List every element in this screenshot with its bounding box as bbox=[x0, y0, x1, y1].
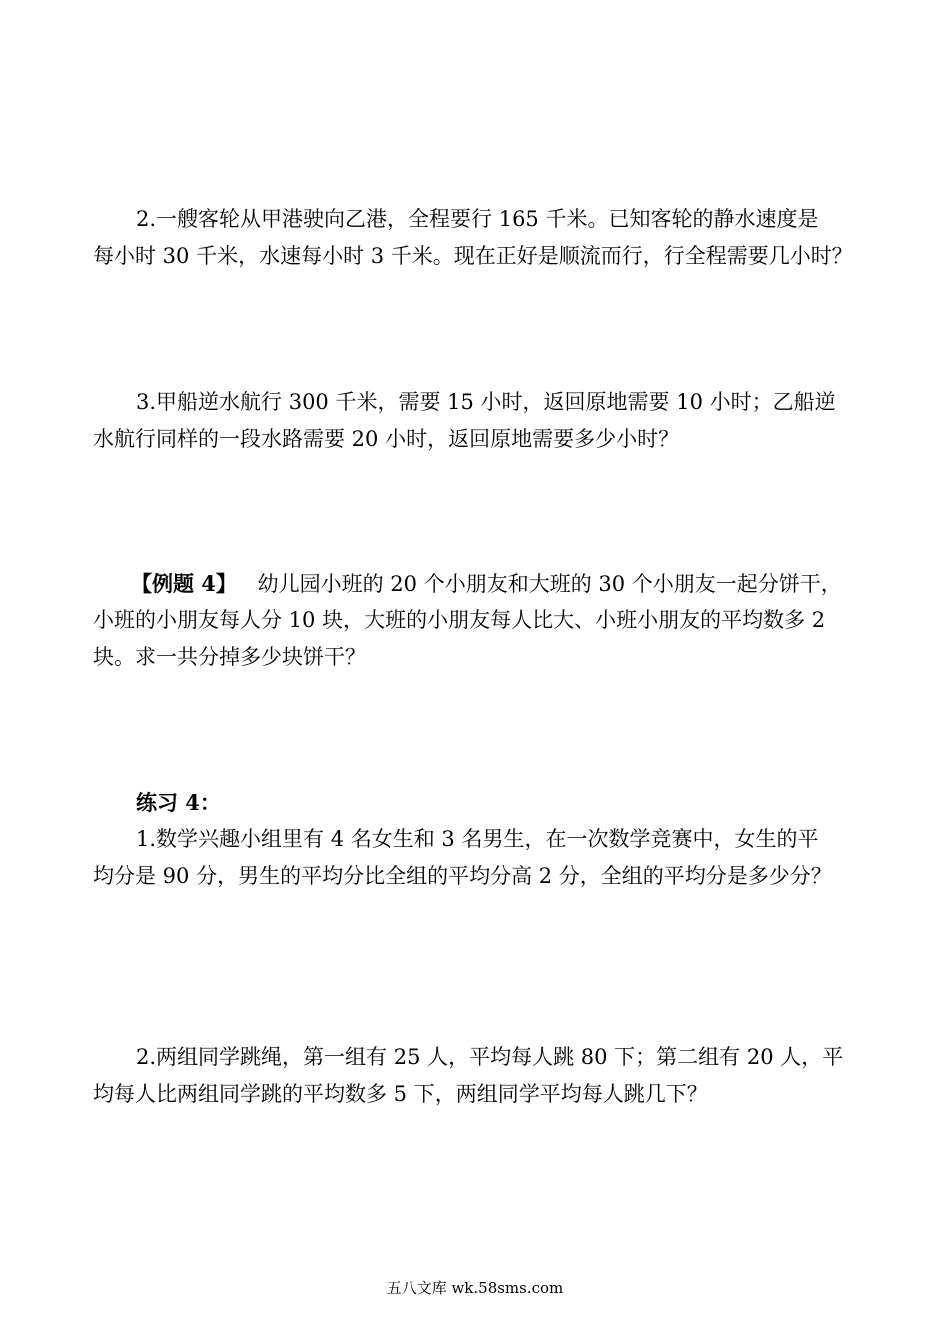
page-footer: 五八文库 wk.58sms.com bbox=[386, 1279, 564, 1297]
practice-4-q2-line-1: 2.两组同学跳绳，第一组有 25 人，平均每人跳 80 下；第二组有 20 人，平 bbox=[136, 1045, 844, 1069]
practice-4-q2-line-2: 均每人比两组同学跳的平均数多 5 下，两组同学平均每人跳几下？ bbox=[93, 1082, 708, 1106]
practice-4-q1-line-2: 均分是 90 分，男生的平均分比全组的平均分高 2 分，全组的平均分是多少分？ bbox=[93, 864, 832, 888]
example-4-label: 【例题 4】 bbox=[131, 571, 237, 596]
practice-4-q1-line-1: 1.数学兴趣小组里有 4 名女生和 3 名男生，在一次数学竞赛中，女生的平 bbox=[136, 827, 819, 851]
problem-3-line-1: 3.甲船逆水航行 300 千米，需要 15 小时，返回原地需要 10 小时；乙船逆 bbox=[136, 390, 836, 414]
example-4-line-3: 块。求一共分掉多少块饼干？ bbox=[93, 645, 366, 669]
problem-2-line-2: 每小时 30 千米，水速每小时 3 千米。现在正好是顺流而行，行全程需要几小时？ bbox=[93, 244, 853, 268]
problem-2-line-1: 2.一艘客轮从甲港驶向乙港，全程要行 165 千米。已知客轮的静水速度是 bbox=[136, 207, 819, 231]
problem-3-line-2: 水航行同样的一段水路需要 20 小时，返回原地需要多少小时？ bbox=[93, 427, 680, 451]
example-4-line-2: 小班的小朋友每人分 10 块，大班的小朋友每人比大、小班小朋友的平均数多 2 bbox=[93, 608, 826, 632]
example-4-text: 幼儿园小班的 20 个小朋友和大班的 30 个小朋友一起分饼干， bbox=[257, 572, 842, 596]
example-4-line-1 bbox=[131, 573, 842, 595]
practice-4-heading: 练习 4： bbox=[136, 790, 221, 815]
